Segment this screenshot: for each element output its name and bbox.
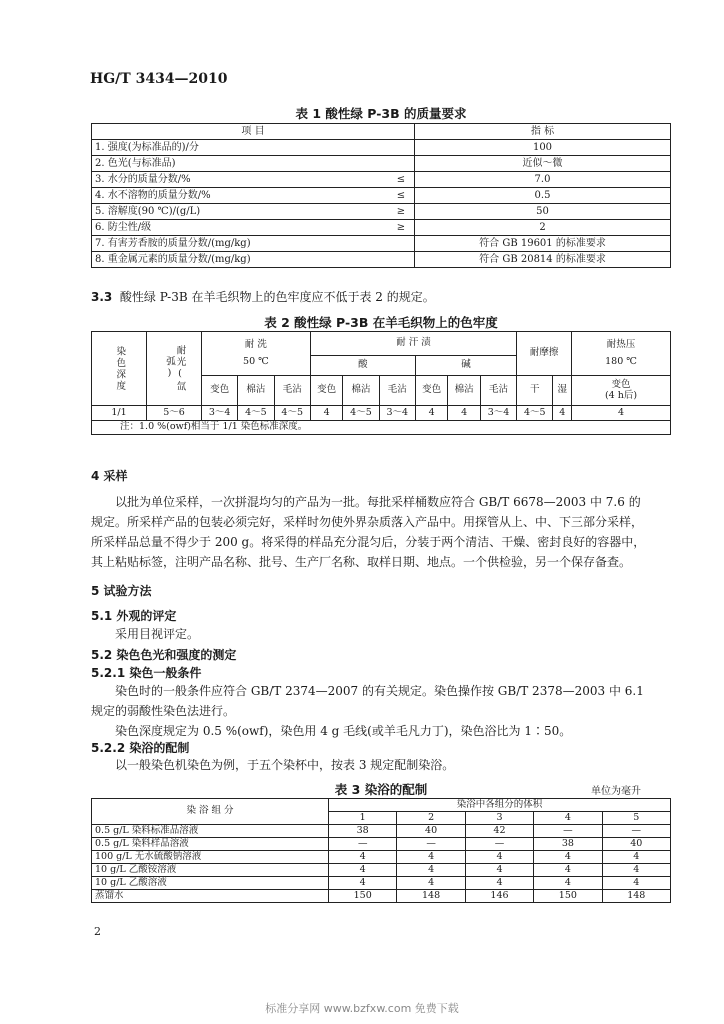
t2-h-heat-change: 变色 xyxy=(611,379,631,391)
t3-cell: 4 xyxy=(534,851,602,864)
t3-cell: 4 xyxy=(329,851,397,864)
t1-op: ≥ xyxy=(388,220,415,236)
section-text: 酸性绿 P-3B 在羊毛织物上的色牢度应不低于表 2 的规定。 xyxy=(119,290,435,304)
t3-cell: — xyxy=(329,838,397,851)
fastness-table xyxy=(91,331,671,435)
paragraph-line: 规定。所采样产品的包装必须完好，采样时勿使外界杂质落入产品中。用探管从上、中、下三部分采样， xyxy=(91,515,644,529)
table-row xyxy=(92,838,671,851)
table-row xyxy=(92,406,671,421)
t3-cell: — xyxy=(465,838,533,851)
t2-h-wool: 毛沾 xyxy=(274,376,310,406)
t1-col-item: 项 目 xyxy=(92,124,415,140)
t2-h-change: 变色 xyxy=(202,376,238,406)
t2-note: 注：1.0 %(owf)相当于 1/1 染色标准深度。 xyxy=(92,421,671,435)
table-row xyxy=(92,851,671,864)
t3-col: 2 xyxy=(397,812,465,825)
t2-h-wool: 毛沾 xyxy=(480,376,516,406)
t2-cell: 4～5 xyxy=(274,406,310,421)
t3-cell: 42 xyxy=(465,825,533,838)
table-row xyxy=(92,156,671,172)
t3-cell: 4 xyxy=(397,851,465,864)
t1-op: ≤ xyxy=(388,172,415,188)
table3-caption: 表 3 染浴的配制 xyxy=(334,782,428,797)
t2-h-cotton: 棉沾 xyxy=(448,376,480,406)
t3-h-vol: 染浴中各组分的体积 xyxy=(329,799,671,812)
t3-cell: 4 xyxy=(602,851,670,864)
t1-value: 7.0 xyxy=(415,172,671,188)
t2-h-wet: 湿 xyxy=(553,376,572,406)
t2-cell: 3～4 xyxy=(202,406,238,421)
paragraph-line: 染色时的一般条件应符合 GB/T 2374—2007 的有关规定。染色操作按 GB/T 2378—2003 中 6.1 xyxy=(115,684,644,698)
t2-h-cotton: 棉沾 xyxy=(238,376,274,406)
table-row xyxy=(92,188,671,204)
t3-cell: 4 xyxy=(465,864,533,877)
t1-value: 0.5 xyxy=(415,188,671,204)
t2-cell: 4 xyxy=(553,406,572,421)
t2-cell: 4～5 xyxy=(238,406,274,421)
t1-value: 符合 GB 20814 的标准要求 xyxy=(415,252,671,268)
t2-cell: 3～4 xyxy=(379,406,415,421)
t3-cell: 4 xyxy=(534,877,602,890)
section-number: 3.3 xyxy=(91,290,113,304)
section-5-2-1-body xyxy=(91,681,681,741)
quality-table xyxy=(91,123,671,268)
table1-caption: 表 1 酸性绿 P-3B 的质量要求 xyxy=(295,106,467,121)
paragraph-line: 染色深度规定为 0.5 %(owf)，染色用 4 g 毛线(或羊毛凡力丁)，染色浴比为 1∶50。 xyxy=(115,724,572,738)
t2-h-rub: 耐摩擦 xyxy=(517,332,572,376)
table2-caption: 表 2 酸性绿 P-3B 在羊毛织物上的色牢度 xyxy=(264,315,498,330)
t1-op: ≤ xyxy=(388,188,415,204)
t3-cell: 150 xyxy=(534,890,602,903)
t1-value: 2 xyxy=(415,220,671,236)
t2-cell: 4～5 xyxy=(517,406,553,421)
section-5-2-title: 5.2 染色色光和强度的测定 xyxy=(91,648,237,662)
t3-cell: 4 xyxy=(534,864,602,877)
t3-cell: 148 xyxy=(397,890,465,903)
t2-cell: 5～6 xyxy=(147,406,202,421)
t3-cell: 38 xyxy=(534,838,602,851)
t3-cell: 4 xyxy=(465,877,533,890)
t2-cell: 4 xyxy=(310,406,342,421)
t3-name: 10 g/L 乙酸溶液 xyxy=(92,877,329,890)
t3-col: 5 xyxy=(602,812,670,825)
page-number: 2 xyxy=(94,925,101,938)
t3-cell: 148 xyxy=(602,890,670,903)
t2-h-wash: 耐 洗 xyxy=(244,339,267,351)
section-5-2-2-title: 5.2.2 染浴的配制 xyxy=(91,741,190,755)
t3-col: 1 xyxy=(329,812,397,825)
paragraph-line: 其上粘贴标签，注明产品名称、批号、生产厂名称、取样日期、地点。一个供检验，另一个保存备查。 xyxy=(91,555,632,569)
t2-h-wash-sub: 50 ℃ xyxy=(243,355,269,367)
t3-name: 0.5 g/L 染料样品溶液 xyxy=(92,838,329,851)
section-5-1-title: 5.1 外观的评定 xyxy=(91,609,177,623)
t3-cell: 40 xyxy=(602,838,670,851)
t2-cell: 1/1 xyxy=(92,406,147,421)
t3-cell: 4 xyxy=(329,877,397,890)
dyebath-table xyxy=(91,798,671,903)
t3-name: 100 g/L 无水硫酸钠溶液 xyxy=(92,851,329,864)
t2-cell: 4 xyxy=(415,406,447,421)
t3-cell: — xyxy=(534,825,602,838)
t3-cell: — xyxy=(602,825,670,838)
t2-cell: 4 xyxy=(572,406,671,421)
t2-h-heat-time: (4 h后) xyxy=(604,389,638,401)
table-row xyxy=(92,890,671,903)
table-row xyxy=(92,172,671,188)
t3-cell: 4 xyxy=(602,877,670,890)
t1-item: 2. 色光(与标准品) xyxy=(92,156,389,172)
t2-h-light: 耐光(氙弧) xyxy=(164,344,186,393)
t3-name: 0.5 g/L 染料标准品溶液 xyxy=(92,825,329,838)
t3-cell: 4 xyxy=(397,864,465,877)
footer-watermark: 标准分享网 www.bzfxw.com 免费下载 xyxy=(265,1002,459,1015)
t2-cell: 3～4 xyxy=(480,406,516,421)
t2-h-wool: 毛沾 xyxy=(379,376,415,406)
t2-h-change: 变色 xyxy=(415,376,447,406)
t1-item: 5. 溶解度(90 ℃)/(g/L) xyxy=(92,204,389,220)
t1-value: 近似～微 xyxy=(415,156,671,172)
t3-cell: 4 xyxy=(602,864,670,877)
t1-item: 4. 水不溶物的质量分数/% xyxy=(92,188,389,204)
table-row xyxy=(92,825,671,838)
t3-cell: 146 xyxy=(465,890,533,903)
t3-h-comp: 染 浴 组 分 xyxy=(92,799,329,825)
table-row xyxy=(92,864,671,877)
t1-op xyxy=(388,156,415,172)
section-3-3 xyxy=(91,287,691,307)
paragraph-line: 所采样品总量不得少于 200 g。将采得的样品充分混匀后，分装于两个清洁、干燥、密封良好的容器中， xyxy=(91,535,646,549)
table-row xyxy=(92,204,671,220)
t1-item: 1. 强度(为标准品的)/分 xyxy=(92,140,389,156)
paragraph-line: 以批为单位采样，一次拼混均匀的产品为一批。每批采样桶数应符合 GB/T 6678—2003 中 7.6 的 xyxy=(115,495,641,509)
t3-cell: 4 xyxy=(465,851,533,864)
t3-name: 蒸馏水 xyxy=(92,890,329,903)
t2-h-heat: 耐热压 xyxy=(606,339,636,351)
t1-col-value: 指 标 xyxy=(415,124,671,140)
t2-h-dry: 干 xyxy=(517,376,553,406)
t3-cell: 4 xyxy=(397,877,465,890)
t1-item: 3. 水分的质量分数/% xyxy=(92,172,389,188)
t2-h-depth: 染色深度 xyxy=(114,345,126,392)
t2-h-change: 变色 xyxy=(310,376,342,406)
table-row xyxy=(92,140,671,156)
t1-item: 7. 有害芳香胺的质量分数/(mg/kg) xyxy=(92,236,389,252)
section-5-2-2-text: 以一般染色机染色为例，于五个染杯中，按表 3 规定配制染浴。 xyxy=(115,758,455,772)
t2-h-acid: 酸 xyxy=(310,356,415,376)
t3-cell: 150 xyxy=(329,890,397,903)
t2-cell: 4～5 xyxy=(343,406,379,421)
section-5-1-text: 采用目视评定。 xyxy=(115,627,200,641)
t3-cell: 38 xyxy=(329,825,397,838)
t3-col: 3 xyxy=(465,812,533,825)
t1-op: ≥ xyxy=(388,204,415,220)
section-4-title: 4 采样 xyxy=(91,469,128,483)
section-5-2-1-title: 5.2.1 染色一般条件 xyxy=(91,666,202,680)
t3-name: 10 g/L 乙酸铵溶液 xyxy=(92,864,329,877)
t2-h-cotton: 棉沾 xyxy=(343,376,379,406)
doc-header: HG/T 3434—2010 xyxy=(90,71,228,87)
t3-cell: 40 xyxy=(397,825,465,838)
t2-h-sweat: 耐 汗 渍 xyxy=(310,332,516,356)
table-row xyxy=(92,236,671,252)
table3-unit: 单位为毫升 xyxy=(591,786,641,797)
t1-op xyxy=(388,252,415,268)
section-5-title: 5 试验方法 xyxy=(91,584,152,598)
t3-col: 4 xyxy=(534,812,602,825)
t2-h-alkali: 碱 xyxy=(415,356,516,376)
table-row xyxy=(92,252,671,268)
table-row xyxy=(92,877,671,890)
table-row xyxy=(92,220,671,236)
t1-value: 50 xyxy=(415,204,671,220)
t1-op xyxy=(388,140,415,156)
t1-op xyxy=(388,236,415,252)
section-4-body xyxy=(91,492,681,572)
t1-item: 6. 防尘性/级 xyxy=(92,220,389,236)
paragraph-line: 规定的弱酸性染色法进行。 xyxy=(91,704,236,718)
t1-item: 8. 重金属元素的质量分数/(mg/kg) xyxy=(92,252,389,268)
t2-h-heat-sub: 180 ℃ xyxy=(605,355,637,367)
t1-value: 100 xyxy=(415,140,671,156)
t1-value: 符合 GB 19601 的标准要求 xyxy=(415,236,671,252)
t3-cell: 4 xyxy=(329,864,397,877)
t3-cell: — xyxy=(397,838,465,851)
t2-cell: 4 xyxy=(448,406,480,421)
